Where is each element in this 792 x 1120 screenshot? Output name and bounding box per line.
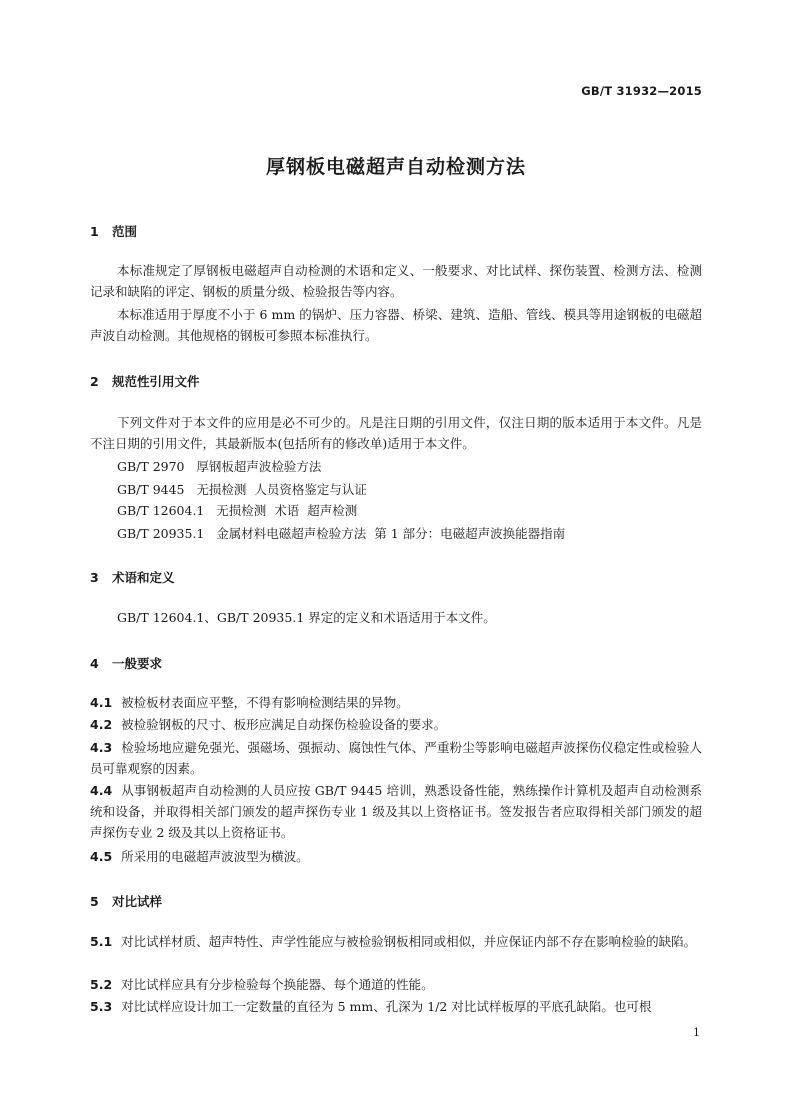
section-title: 一般要求 [112,656,163,671]
clause-number: 4.4 [90,783,113,798]
clause-text: 从事钢板超声自动检测的人员应按 GB/T 9445 培训，熟悉设备性能，熟练操作计算机及超声自动检测系统和设备，并取得相关部门颁发的超声探伤专业 1 级及其以上资格证书。签发报告者应取得相关部门颁发的超声探伤专业 2 级及其以上资格证书。 [90,783,702,840]
paragraph: 本标准规定了厚钢板电磁超声自动检测的术语和定义、一般要求、对比试样、探伤装置、检测方法、检测记录和缺陷的评定、钢板的质量分级、检验报告等内容。 [90,263,702,299]
section-number: 5 [90,894,99,909]
document-title: 厚钢板电磁超声自动检测方法 [265,156,526,178]
reference-item: GB/T 2970 厚钢板超声波检验方法 [117,459,322,474]
section-title: 术语和定义 [112,570,175,585]
clause-text: 检验场地应避免强光、强磁场、强振动、腐蚀性气体、严重粉尘等影响电磁超声波探伤仪稳定性或检验人员可靠观察的因素。 [90,740,702,776]
section-1-heading [90,222,137,240]
section-4-heading [90,654,162,672]
section-number: 3 [90,570,99,585]
clause-number: 5.1 [90,934,113,949]
section-title: 范围 [112,224,138,239]
clause-text: 所采用的电磁超声波波型为横波。 [121,849,309,864]
reference-item: GB/T 12604.1 无损检测 术语 超声检测 [117,503,358,518]
clause [90,931,702,952]
clause-text: 对比试样应设计加工一定数量的直径为 5 mm、孔深为 1/2 对比试样板厚的平底孔缺陷。也可根 [121,999,652,1014]
paragraph: 下列文件对于本文件的应用是必不可少的。凡是注日期的引用文件，仅注日期的版本适用于本文件。凡是不注日期的引用文件，其最新版本(包括所有的修改单)适用于本文件。 [90,415,702,451]
reference-item: GB/T 9445 无损检测 人员资格鉴定与认证 [117,482,367,497]
section-5-heading [90,892,162,910]
section-2-heading [90,372,200,390]
standard-code: GB/T 31932—2015 [581,84,702,98]
clause-text: 对比试样材质、超声特性、声学性能应与被检验钢板相同或相似，并应保证内部不存在影响检验的缺陷。 [121,934,697,949]
clause [90,846,702,867]
clause-number: 4.3 [90,740,113,755]
clause [90,974,702,995]
clause [90,996,702,1017]
reference-item: GB/T 20935.1 金属材料电磁超声检验方法 第 1 部分：电磁超声波换能器指南 [117,526,566,541]
clause [90,692,702,713]
section-number: 2 [90,374,99,389]
clause-text: 对比试样应具有分步检验每个换能器、每个通道的性能。 [121,977,434,992]
clause-number: 4.1 [90,695,113,710]
section-title: 规范性引用文件 [112,374,200,389]
clause-number: 5.2 [90,977,113,992]
section-number: 4 [90,656,99,671]
paragraph: 本标准适用于厚度不小于 6 mm 的锅炉、压力容器、桥梁、建筑、造船、管线、模具等用途钢板的电磁超声波自动检测。其他规格的钢板可参照本标准执行。 [90,307,702,343]
section-number: 1 [90,224,99,239]
clause-text: 被检验钢板的尺寸、板形应满足自动探伤检验设备的要求。 [121,717,447,732]
paragraph: GB/T 12604.1、GB/T 20935.1 界定的定义和术语适用于本文件。 [117,610,496,625]
clause-number: 5.3 [90,999,113,1014]
clause-number: 4.2 [90,717,113,732]
section-title: 对比试样 [112,894,163,909]
clause [90,714,702,735]
clause-text: 被检板材表面应平整，不得有影响检测结果的异物。 [121,695,409,710]
section-3-heading [90,568,175,586]
page-number: 1 [693,1026,700,1039]
clause [90,737,702,779]
clause-number: 4.5 [90,849,113,864]
clause [90,780,702,843]
